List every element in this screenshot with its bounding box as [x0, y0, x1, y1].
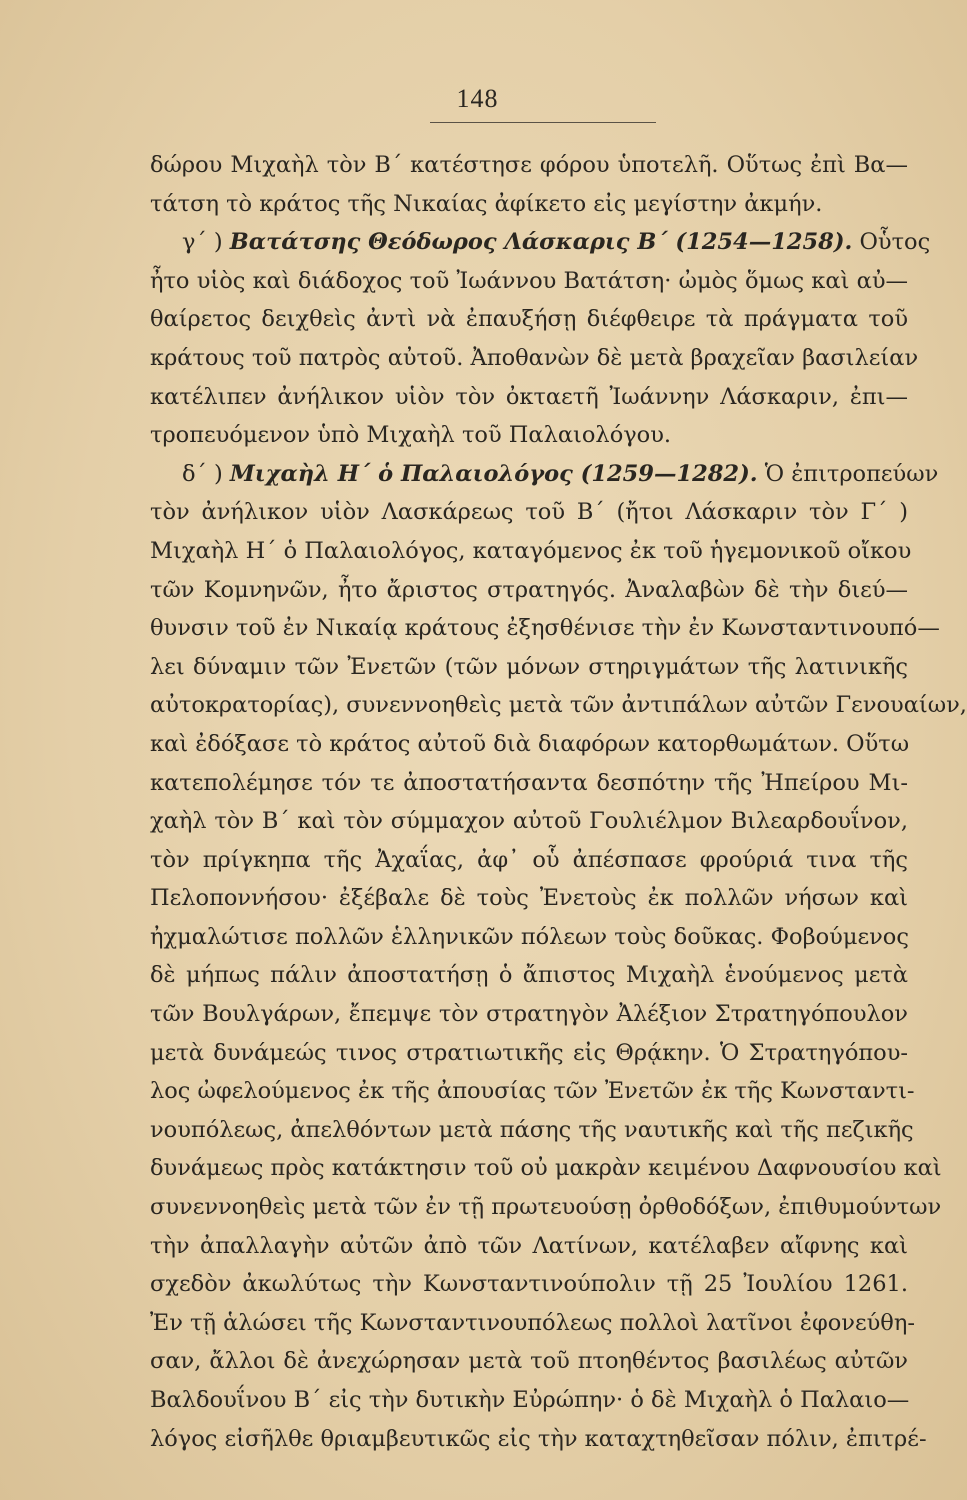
text-line: θυνσιν τοῦ ἐν Νικαίᾳ κράτους ἐξησθένισε τὴν ἐν Κωνσταντινουπό— [150, 615, 940, 642]
text-line: δυνάμεως πρὸς κατάκτησιν τοῦ οὐ μακρὰν κειμένου Δαφνουσίου καὶ [150, 1155, 942, 1182]
text-line: συνεννοηθεὶς μετὰ τῶν ἐν τῇ πρωτευούσῃ ὀρθοδόξων, ἐπιθυμούντων [150, 1194, 942, 1221]
header-rule [430, 122, 656, 123]
text-line: θαίρετος δειχθεὶς ἀντὶ νὰ ἐπαυξήσῃ διέφθειρε τὰ πράγματα τοῦ [150, 306, 908, 333]
text-line: δώρου Μιχαὴλ τὸν Β΄ κατέστησε φόρου ὑποτελῆ. Οὕτως ἐπὶ Βα— [150, 152, 908, 178]
text-line: Μιχαὴλ Η΄ ὁ Παλαιολόγος, καταγόμενος ἐκ τοῦ ἡγεμονικοῦ οἴκου [150, 537, 912, 564]
heading-number: δ΄ ) [182, 460, 230, 487]
text-line: τροπευόμενον ὑπὸ Μιχαὴλ τοῦ Παλαιολόγου. [150, 422, 672, 449]
text-line: αὐτοκρατορίας), συνεννοηθεὶς μετὰ τῶν ἀντιπάλων αὐτῶν Γενουαίων, [150, 692, 967, 719]
text-line: τὴν ἀπαλλαγὴν αὐτῶν ἀπὸ τῶν Λατίνων, κατέλαβεν αἴφνης καὶ [150, 1232, 908, 1259]
text-line: λόγος εἰσῆλθε θριαμβευτικῶς εἰς τὴν καταχτηθεῖσαν πόλιν, ἐπιτρέ- [150, 1425, 927, 1452]
heading-number: γ΄ ) [182, 229, 230, 256]
section-heading-line [150, 455, 939, 494]
text-line: δὲ μήπως πάλιν ἀποστατήσῃ ὁ ἄπιστος Μιχαὴλ ἑνούμενος μετὰ [150, 962, 908, 989]
text-line: λει δύναμιν τῶν Ἐνετῶν (τῶν μόνων στηριγμάτων τῆς λατινικῆς [150, 653, 908, 680]
text-line: κράτους τοῦ πατρὸς αὐτοῦ. Ἀποθανὼν δὲ μετὰ βραχεῖαν βασιλείαν [150, 344, 919, 371]
heading-title: Βατάτσης Θεόδωρος Λάσκαρις Β΄ (1254—1258). [229, 229, 853, 256]
heading-continuation: Ὁ ἐπιτροπεύων [757, 460, 939, 487]
text-line: μετὰ δυνάμεώς τινος στρατιωτικῆς εἰς Θρᾴκην. Ὁ Στρατηγόπου- [150, 1039, 908, 1066]
text-line: Βαλδουΐνου Β΄ εἰς τὴν δυτικὴν Εὐρώπην· ὁ δὲ Μιχαὴλ ὁ Παλαιο— [150, 1387, 910, 1413]
text-line: σχεδὸν ἀκωλύτως τὴν Κωνσταντινούπολιν τῇ 25 Ἰουλίου 1261. [150, 1271, 908, 1298]
text-line: Ἐν τῇ ἁλώσει τῆς Κωνσταντινουπόλεως πολλοὶ λατῖνοι ἐφονεύθη- [150, 1309, 915, 1336]
text-line: ἦτο υἱὸς καὶ διάδοχος τοῦ Ἰωάννου Βατάτση· ὠμὸς ὅμως καὶ αὐ— [150, 267, 908, 294]
heading-title: Μιχαὴλ Η΄ ὁ Παλαιολόγος (1259—1282). [229, 460, 758, 487]
text-line: καὶ ἐδόξασε τὸ κράτος αὐτοῦ διὰ διαφόρων κατορθωμάτων. Οὕτω [150, 730, 910, 757]
text-line: χαὴλ τὸν Β΄ καὶ τὸν σύμμαχον αὐτοῦ Γουλιέλμον Βιλεαρδουΐνον, [150, 808, 908, 835]
text-line: τάτση τὸ κράτος τῆς Νικαίας ἀφίκετο εἰς μεγίστην ἀκμήν. [150, 190, 823, 217]
body-text [150, 146, 967, 1458]
text-line: ἠχμαλώτισε πολλῶν ἑλληνικῶν πόλεων τοὺς δοῦκας. Φοβούμενος [150, 923, 909, 950]
text-line: τὸν ἀνήλικον υἱὸν Λασκάρεως τοῦ Β΄ (ἤτοι Λάσκαριν τὸν Γ΄ ) [150, 499, 908, 526]
text-line: τὸν πρίγκηπα τῆς Ἀχαΐας, ἀφ᾽ οὗ ἀπέσπασε φρούριά τινα τῆς [150, 846, 908, 873]
text-line: σαν, ἄλλοι δὲ ἀνεχώρησαν μετὰ τοῦ πτοηθέντος βασιλέως αὐτῶν [150, 1348, 908, 1375]
section-heading-line [150, 223, 931, 262]
text-line: λος ὠφελούμενος ἐκ τῆς ἀπουσίας τῶν Ἐνετῶν ἐκ τῆς Κωνσταντι- [150, 1078, 915, 1105]
text-line: κατέλιπεν ἀνήλικον υἱὸν τὸν ὀκταετῆ Ἰωάννην Λάσκαριν, ἐπι— [150, 383, 908, 410]
text-line: τῶν Κομνηνῶν, ἦτο ἄριστος στρατηγός. Ἀναλαβὼν δὲ τὴν διεύ— [150, 576, 908, 603]
page-number: 148 [456, 84, 499, 113]
text-line: κατεπολέμησε τόν τε ἀποστατήσαντα δεσπότην τῆς Ἠπείρου Μι- [150, 769, 908, 796]
text-line: τῶν Βουλγάρων, ἔπεμψε τὸν στρατηγὸν Ἀλέξιον Στρατηγόπουλον [150, 1001, 908, 1028]
text-line: Πελοποννήσου· ἐξέβαλε δὲ τοὺς Ἐνετοὺς ἐκ πολλῶν νήσων καὶ [150, 885, 908, 912]
text-line: νουπόλεως, ἀπελθόντων μετὰ πάσης τῆς ναυτικῆς καὶ τῆς πεζικῆς [150, 1116, 914, 1143]
heading-continuation: Οὗτος [852, 229, 931, 256]
